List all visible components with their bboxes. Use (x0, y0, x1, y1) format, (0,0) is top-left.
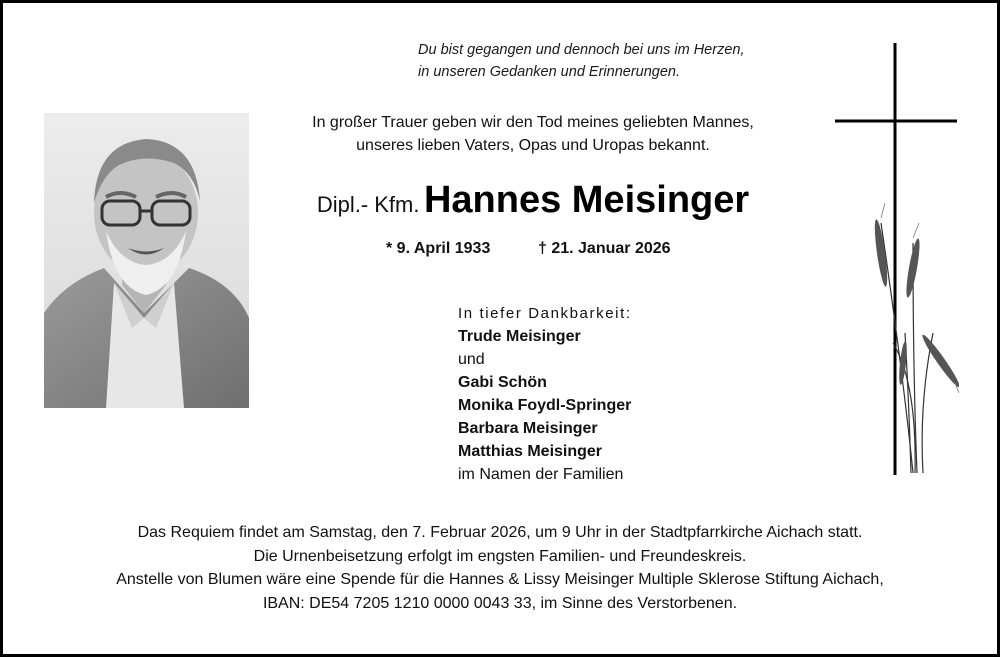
mourner-entry: Matthias Meisinger (458, 443, 603, 460)
iban-info: IBAN: DE54 7205 1210 0000 0043 33, im Sinne des Verstorbenen. (262, 594, 738, 612)
mourner-entry: Trude Meisinger (458, 328, 581, 345)
mourner-entry: Barbara Meisinger (458, 420, 598, 437)
academic-title: Dipl.- Kfm. (316, 192, 420, 217)
burial-info: Die Urnenbeisetzung erfolgt im engsten Familien- und Freundeskreis. (253, 547, 747, 565)
mourners-heading: In tiefer Dankbarkeit: (458, 305, 632, 322)
donation-info: Anstelle von Blumen wäre eine Spende für die Hannes & Lissy Meisinger Multiple Sklerose Stiftung Aichach, (116, 571, 884, 588)
cross-with-wheat-icon (833, 43, 959, 478)
service-information (43, 521, 957, 615)
intro-line-2: unseres lieben Vaters, Opas und Uropas bekannt. (356, 137, 710, 154)
poem (418, 39, 744, 83)
mourner-entry: Gabi Schön (458, 374, 547, 391)
poem-line-2: in unseren Gedanken und Erinnerungen. (418, 64, 680, 80)
mourners-list (458, 302, 632, 486)
birth-date: * 9. April 1933 (386, 240, 491, 257)
intro-text (273, 111, 793, 157)
deceased-name-line (273, 179, 793, 222)
portrait-illustration (44, 113, 249, 408)
poem-line-1: Du bist gegangen und dennoch bei uns im Herzen, (418, 42, 745, 58)
mourner-entry: im Namen der Familien (458, 466, 624, 483)
deceased-name: Hannes Meisinger (423, 179, 750, 221)
mourner-entry: und (458, 351, 485, 368)
requiem-info: Das Requiem findet am Samstag, den 7. Februar 2026, um 9 Uhr in der Stadtpfarrkirche Aichach statt. (137, 524, 863, 541)
death-date: † 21. Januar 2026 (538, 240, 671, 257)
mourner-entry: Monika Foydl-Springer (458, 397, 632, 414)
intro-line-1: In großer Trauer geben wir den Tod meines geliebten Mannes, (312, 114, 754, 131)
portrait-photo (44, 113, 249, 408)
